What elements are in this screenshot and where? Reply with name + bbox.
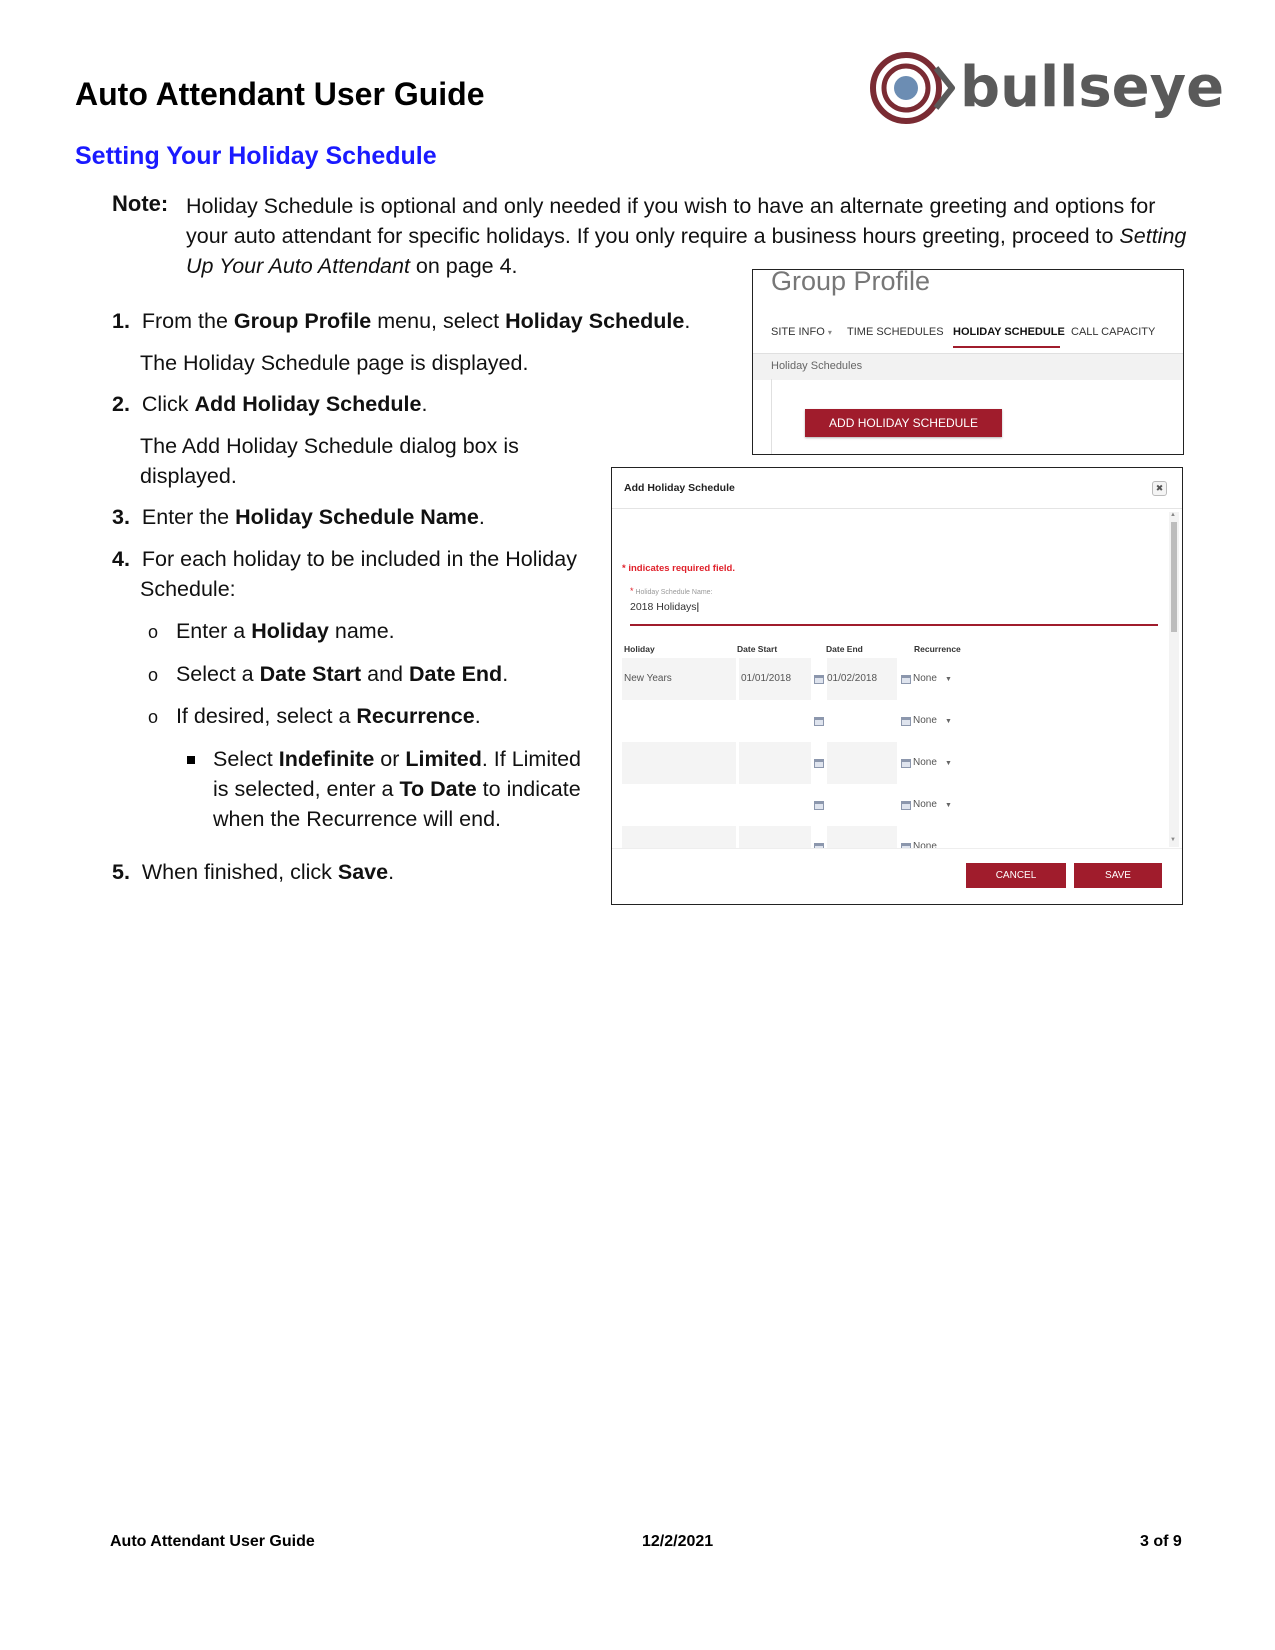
step-4-line2: Schedule: — [140, 577, 236, 601]
chevron-down-icon: ▾ — [827, 328, 832, 337]
step-4b: o Select a Date Start and Date End. — [148, 662, 509, 686]
step-2-result: The Add Holiday Schedule dialog box is displayed. — [140, 434, 519, 488]
bullet-circle-icon: o — [148, 707, 159, 727]
schedule-name-input[interactable]: 2018 Holidays| — [630, 601, 700, 613]
schedule-name-label: * Holiday Schedule Name: — [630, 586, 713, 596]
dialog-header-divider — [612, 508, 1182, 509]
footer-date: 12/2/2021 — [642, 1533, 714, 1550]
recurrence-select[interactable]: None — [913, 841, 937, 848]
date-end-input[interactable]: 01/02/2018 — [827, 658, 897, 701]
scroll-up-icon[interactable]: ▲ — [1170, 512, 1176, 518]
tab-time-schedules[interactable]: TIME SCHEDULES — [847, 326, 944, 338]
dialog-footer-divider — [612, 848, 1182, 849]
column-header-date-start: Date Start — [737, 644, 778, 654]
dropdown-arrow-icon: ▼ — [945, 718, 952, 725]
dropdown-arrow-icon: ▼ — [945, 802, 952, 809]
bullet-circle-icon: o — [148, 622, 159, 642]
note-label: Note: — [112, 191, 169, 216]
scroll-down-icon[interactable]: ▼ — [1170, 837, 1176, 843]
holiday-input[interactable] — [622, 742, 736, 785]
step-4a: o Enter a Holiday name. — [148, 619, 395, 643]
save-button[interactable]: SAVE — [1074, 863, 1162, 888]
date-start-input[interactable]: 01/01/2018 — [739, 658, 811, 701]
date-start-input[interactable] — [739, 826, 811, 848]
close-icon[interactable]: ✖ — [1152, 481, 1167, 496]
scrollbar-thumb[interactable] — [1171, 522, 1177, 632]
date-start-input[interactable] — [739, 700, 811, 743]
holiday-input[interactable]: New Years — [622, 658, 736, 701]
step-5: 5. When finished, click Save. — [112, 860, 395, 884]
recurrence-select[interactable]: None ▼ — [913, 673, 952, 684]
step-4c-1: Select Indefinite or Limited. If Limited is selected, enter a To Date to indicate when the Recurrence will end. — [213, 747, 582, 831]
dialog-title: Add Holiday Schedule — [624, 482, 735, 494]
dialog-scrollbar[interactable] — [1169, 512, 1179, 847]
calendar-icon[interactable] — [814, 717, 824, 726]
recurrence-select[interactable]: None ▼ — [913, 715, 952, 726]
footer-title: Auto Attendant User Guide — [110, 1533, 315, 1550]
schedule-name-underline — [630, 624, 1158, 626]
bullet-circle-icon: o — [148, 665, 159, 685]
step-3: 3. Enter the Holiday Schedule Name. — [112, 505, 485, 529]
tab-call-capacity[interactable]: CALL CAPACITY — [1071, 326, 1156, 338]
date-end-input[interactable] — [827, 826, 897, 848]
bullet-square-icon — [187, 756, 195, 764]
holiday-schedules-bar — [753, 353, 1183, 380]
holiday-input[interactable] — [622, 700, 736, 743]
holiday-input[interactable] — [622, 826, 736, 848]
note-link-italic: Setting Up Your Auto Attendant — [186, 224, 1187, 278]
tab-holiday-schedule[interactable]: HOLIDAY SCHEDULE — [953, 326, 1065, 338]
holiday-input[interactable] — [622, 784, 736, 827]
dropdown-arrow-icon: ▼ — [945, 676, 952, 683]
step-1-result: The Holiday Schedule page is displayed. — [140, 351, 529, 375]
recurrence-select[interactable]: None ▼ — [913, 799, 952, 810]
holiday-schedules-label: Holiday Schedules — [771, 360, 863, 372]
column-header-holiday: Holiday — [624, 644, 655, 654]
date-start-input[interactable] — [739, 742, 811, 785]
date-end-input[interactable] — [827, 784, 897, 827]
document-title: Auto Attendant User Guide — [75, 76, 485, 112]
active-tab-indicator — [953, 346, 1060, 348]
footer-page-number: 3 of 9 — [1140, 1533, 1182, 1550]
calendar-icon[interactable] — [814, 759, 824, 768]
column-header-date-end: Date End — [826, 644, 863, 654]
step-1: 1. From the Group Profile menu, select Holiday Schedule. — [112, 309, 691, 333]
section-title: Setting Your Holiday Schedule — [75, 142, 437, 170]
step-4c: o If desired, select a Recurrence. — [148, 704, 481, 728]
date-end-input[interactable] — [827, 700, 897, 743]
date-start-input[interactable] — [739, 784, 811, 827]
bullseye-logo — [868, 50, 1238, 126]
required-field-note: * indicates required field. — [622, 563, 735, 574]
svg-text:bullseye: bullseye — [960, 55, 1225, 120]
step-2: 2. Click Add Holiday Schedule. — [112, 392, 428, 416]
note-text: Holiday Schedule is optional and only needed if you wish to have an alternate greeting and options for your auto attendant for specific holidays. If you only require a business hours greeting, proceed to Setting Up Your Auto Attendant on page 4. — [186, 194, 1187, 278]
add-holiday-schedule-dialog — [611, 467, 1183, 905]
group-profile-screenshot — [752, 269, 1184, 455]
date-end-input[interactable] — [827, 742, 897, 785]
group-profile-title: Group Profile — [771, 269, 931, 296]
dropdown-arrow-icon: ▼ — [945, 760, 952, 767]
step-4: 4. For each holiday to be included in the Holiday — [112, 547, 577, 571]
calendar-icon[interactable] — [814, 675, 824, 684]
cancel-button[interactable]: CANCEL — [966, 863, 1066, 888]
add-holiday-schedule-button[interactable]: ADD HOLIDAY SCHEDULE — [805, 409, 1002, 437]
tab-site-info[interactable]: SITE INFO ▾ — [771, 326, 832, 338]
holiday-table — [622, 658, 952, 848]
calendar-icon[interactable] — [814, 801, 824, 810]
panel-divider — [771, 379, 772, 454]
recurrence-select[interactable]: None ▼ — [913, 757, 952, 768]
column-header-recurrence: Recurrence — [914, 644, 961, 654]
